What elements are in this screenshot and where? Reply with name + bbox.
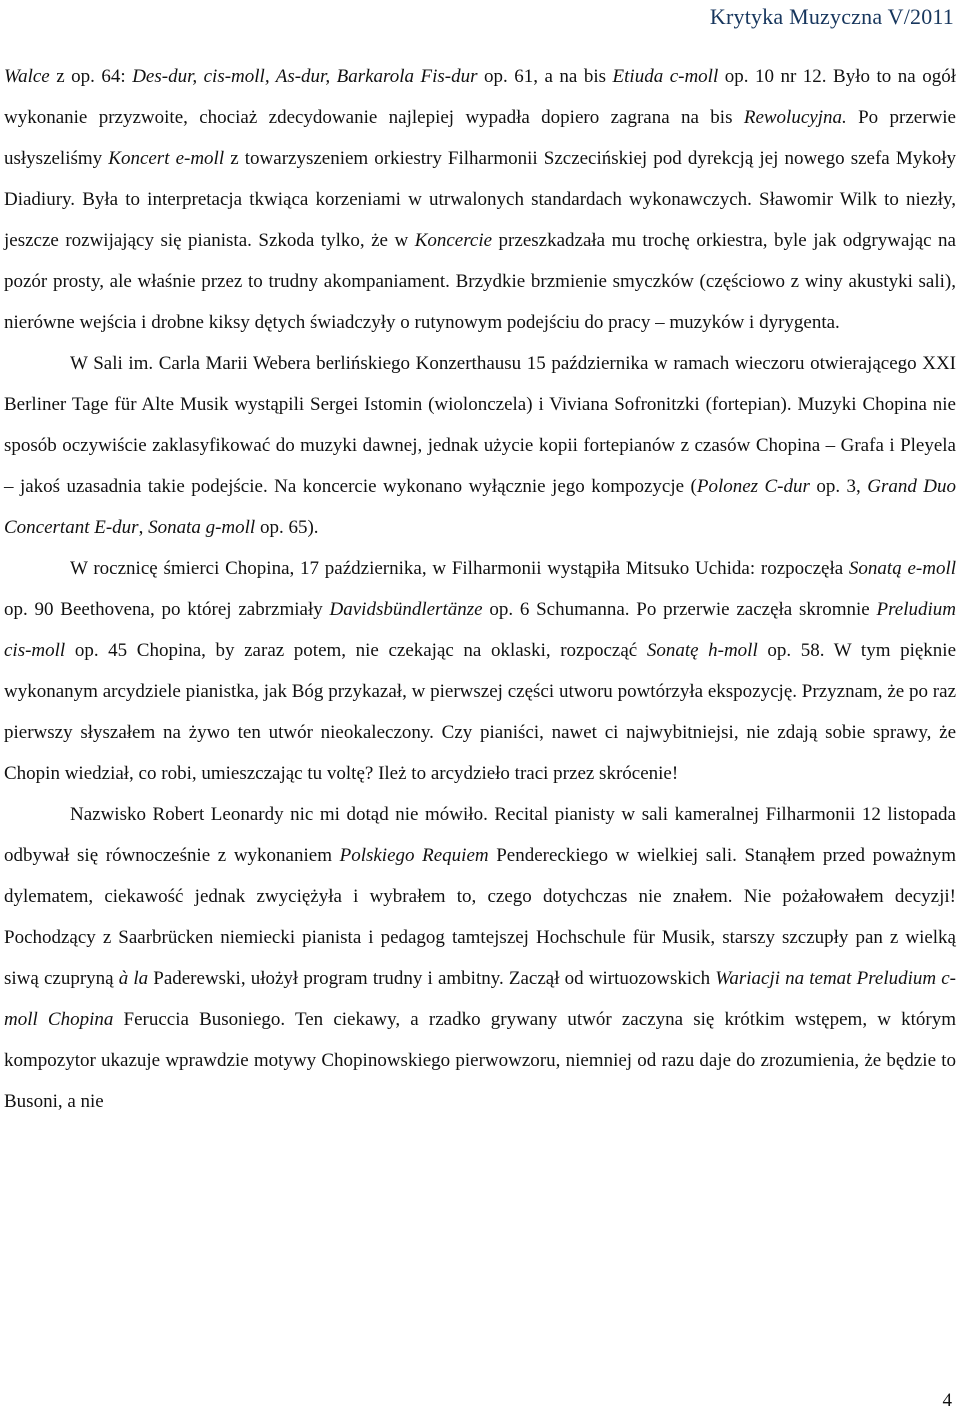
paragraph-1 [4, 56, 956, 343]
body-text: z towarzyszeniem orkiestry Filharmonii Szczecińskiej pod dyrekcją jej nowego szefa Mykoły Diadiury. Była to interpretacja tkwiąca korzeniami w utrwalonych standardach wykonawczych. Sławomir Wilk to niezły, jeszcze rozwijający się pianista. Szkoda tylko, że w [4, 148, 956, 251]
body-text: przeszkadzała mu trochę orkiestra, byle jak odgrywając na pozór prosty, ale właśnie przez to trudny akompaniament. Brzydkie brzmienie smyczków (częściowo z winy akustyki sali), nierówne wejścia i drobne kiksy dętych świadczyły o rutynowym podejściu do pracy – muzyków i dyrygenta. [4, 230, 956, 333]
italic-title-text: Walce [4, 66, 50, 87]
paragraph-3 [4, 548, 956, 794]
running-header-title: Krytyka Muzyczna V/2011 [709, 4, 954, 29]
italic-title-text: Preludium cis-moll [4, 599, 956, 661]
body-text: , [138, 517, 149, 538]
page-number: 4 [942, 1390, 952, 1411]
italic-title-text: Davidsbündlertänze [329, 599, 483, 620]
body-text: W rocznicę śmierci Chopina, 17 października, w Filharmonii wystąpiła Mitsuko Uchida: rozpoczęła [70, 558, 849, 579]
italic-title-text: Rewolucyjna. [743, 107, 847, 128]
italic-title-text: Polskiego Requiem [339, 845, 489, 866]
italic-title-text: Koncercie [414, 230, 493, 251]
paragraph-4 [4, 794, 956, 1122]
body-text: op. 6 Schumanna. Po przerwie zaczęła skromnie [482, 599, 877, 620]
body-text: op. 3, [809, 476, 868, 497]
body-text: op. 45 Chopina, by zaraz potem, nie czekając na oklaski, rozpocząć [65, 640, 647, 661]
italic-title-text: Grand Duo Concertant E-dur [4, 476, 956, 538]
italic-title-text: Des-dur, cis-moll, As-dur, Barkarola Fis-dur [132, 66, 478, 87]
paragraph-2 [4, 343, 956, 548]
body-text: Pendereckiego w wielkiej sali. Stanąłem przed poważnym dylematem, ciekawość jednak zwyciężyła i wybrałem to, czego dotychczas nie znałem. Nie pożałowałem decyzji! Pochodzący z Saarbrücken niemiecki pianista i pedagog tamtejszej Hochschule für Musik, starszy szczupły pan z wielką siwą czupryną [4, 845, 956, 989]
body-text: op. 61, a na bis [477, 66, 613, 87]
body-text: op. 65). [255, 517, 319, 538]
italic-title-text: Polonez C-dur [696, 476, 810, 497]
body-text: op. 10 nr 12. Było to na ogół wykonanie przyzwoite, chociaż zdecydowanie najlepiej wypadła dopiero zagrana na bis [4, 66, 956, 128]
italic-title-text: Sonatą e-moll [848, 558, 956, 579]
italic-title-text: Sonata g-moll [148, 517, 256, 538]
body-text: z op. 64: [49, 66, 133, 87]
body-text: Nazwisko Robert Leonardy nic mi dotąd nie mówiło. Recital pianisty w sali kameralnej Filharmonii 12 listopada odbywał się równocześnie z wykonaniem [4, 804, 956, 866]
italic-title-text: Wariacji na temat Preludium c-moll Chopina [4, 968, 956, 1030]
body-text: Paderewski, ułożył program trudny i ambitny. Zaczął od wirtuozowskich [148, 968, 716, 989]
body-text: op. 90 Beethovena, po której zabrzmiały [4, 599, 330, 620]
italic-title-text: Sonatę h-moll [646, 640, 758, 661]
body-text: Po przerwie usłyszeliśmy [4, 107, 956, 169]
italic-title-text: à la [118, 968, 149, 989]
italic-title-text: Etiuda c-moll [612, 66, 719, 87]
italic-title-text: Koncert e-moll [108, 148, 225, 169]
body-text: op. 58. W tym pięknie wykonanym arcydziele pianistka, jak Bóg przykazał, w pierwszej części utworu powtórzyła ekspozycję. Przyznam, że po raz pierwszy słyszałem na żywo ten utwór nieokaleczony. Czy pianiści, nawet ci najwybitniejsi, nie zdają sobie sprawy, że Chopin wiedział, co robi, umieszczając tu voltę? Ileż to arcydzieło traci przez skrócenie! [4, 640, 956, 784]
article-body [4, 56, 956, 1122]
body-text: Feruccia Busoniego. Ten ciekawy, a rzadko grywany utwór zaczyna się krótkim wstępem, w którym kompozytor ukazuje wprawdzie motywy Chopinowskiego pierwowzoru, niemniej od razu daje do zrozumienia, że będzie to Busoni, a nie [4, 1009, 956, 1112]
body-text: W Sali im. Carla Marii Webera berlińskiego Konzerthausu 15 października w ramach wieczoru otwierającego XXI Berliner Tage für Alte Musik wystąpili Sergei Istomin (wiolonczela) i Viviana Sofronitzki (fortepian). Muzyki Chopina nie sposób oczywiście zaklasyfikować do muzyki dawnej, jednak użycie kopii fortepianów z czasów Chopina – Grafa i Pleyela – jakoś uzasadnia takie podejście. Na koncercie wykonano wyłącznie jego kompozycje ( [4, 353, 956, 497]
